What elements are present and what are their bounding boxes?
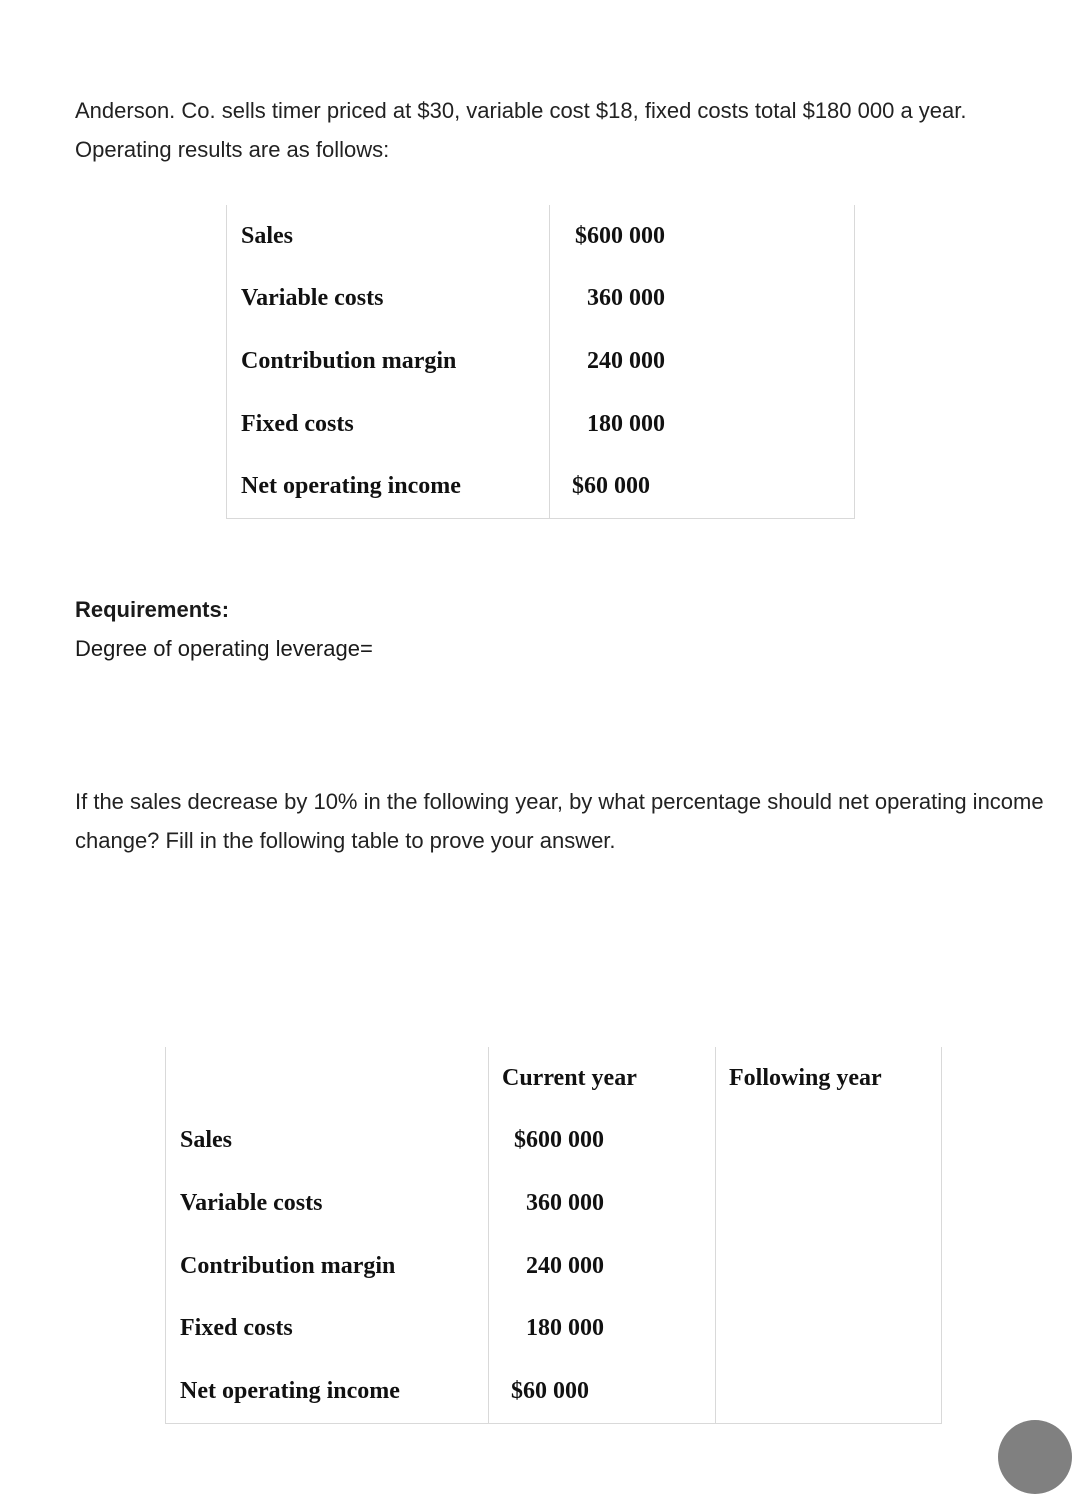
row-label: Variable costs [180, 1189, 323, 1216]
row-label: Variable costs [241, 285, 384, 312]
row-value: 360 000 [587, 285, 665, 312]
following-value[interactable] [716, 1297, 942, 1360]
row-value: $600 000 [575, 222, 665, 249]
table-row [227, 205, 855, 268]
following-value[interactable] [716, 1172, 942, 1235]
current-value: 360 000 [526, 1189, 604, 1216]
dol-prompt: Degree of operating leverage= [75, 636, 373, 661]
requirements-title: Requirements: [75, 597, 230, 622]
row-label: Contribution margin [180, 1252, 396, 1279]
table-row [166, 1172, 942, 1235]
table-row [227, 268, 855, 331]
current-value: 180 000 [526, 1315, 604, 1342]
table-row [166, 1297, 942, 1360]
row-value: 180 000 [587, 410, 665, 437]
row-value: $60 000 [572, 473, 650, 500]
following-value[interactable] [716, 1110, 942, 1173]
following-value[interactable] [716, 1235, 942, 1298]
row-label: Fixed costs [180, 1315, 293, 1342]
table-row [227, 393, 855, 456]
row-label: Sales [180, 1127, 233, 1154]
row-label: Net operating income [227, 455, 550, 518]
table-row [227, 455, 855, 518]
table-row [166, 1360, 942, 1423]
table-header-row [166, 1047, 942, 1110]
operating-results-table [226, 205, 855, 519]
current-value: 240 000 [526, 1252, 604, 1279]
row-label: Fixed costs [241, 410, 354, 437]
table-row [166, 1110, 942, 1173]
row-label: Sales [241, 222, 294, 249]
row-label: Contribution margin [241, 347, 457, 374]
scroll-handle-icon[interactable] [998, 1420, 1072, 1494]
row-label: Net operating income [166, 1360, 489, 1423]
current-value: $60 000 [511, 1377, 589, 1404]
current-value: $600 000 [514, 1127, 604, 1154]
header-following-year: Following year [716, 1047, 942, 1110]
question-paragraph: If the sales decrease by 10% in the following year, by what percentage should net operating income change? Fill in the following table to prove your answer. [75, 789, 1044, 853]
comparison-table [165, 1047, 942, 1424]
intro-paragraph: Anderson. Co. sells timer priced at $30, variable cost $18, fixed costs total $180 000 a year. Operating results are as follows: [75, 98, 967, 162]
row-value: 240 000 [587, 347, 665, 374]
header-current-year: Current year [489, 1047, 716, 1110]
table-row [166, 1235, 942, 1298]
following-value[interactable] [716, 1360, 942, 1423]
table-row [227, 330, 855, 393]
